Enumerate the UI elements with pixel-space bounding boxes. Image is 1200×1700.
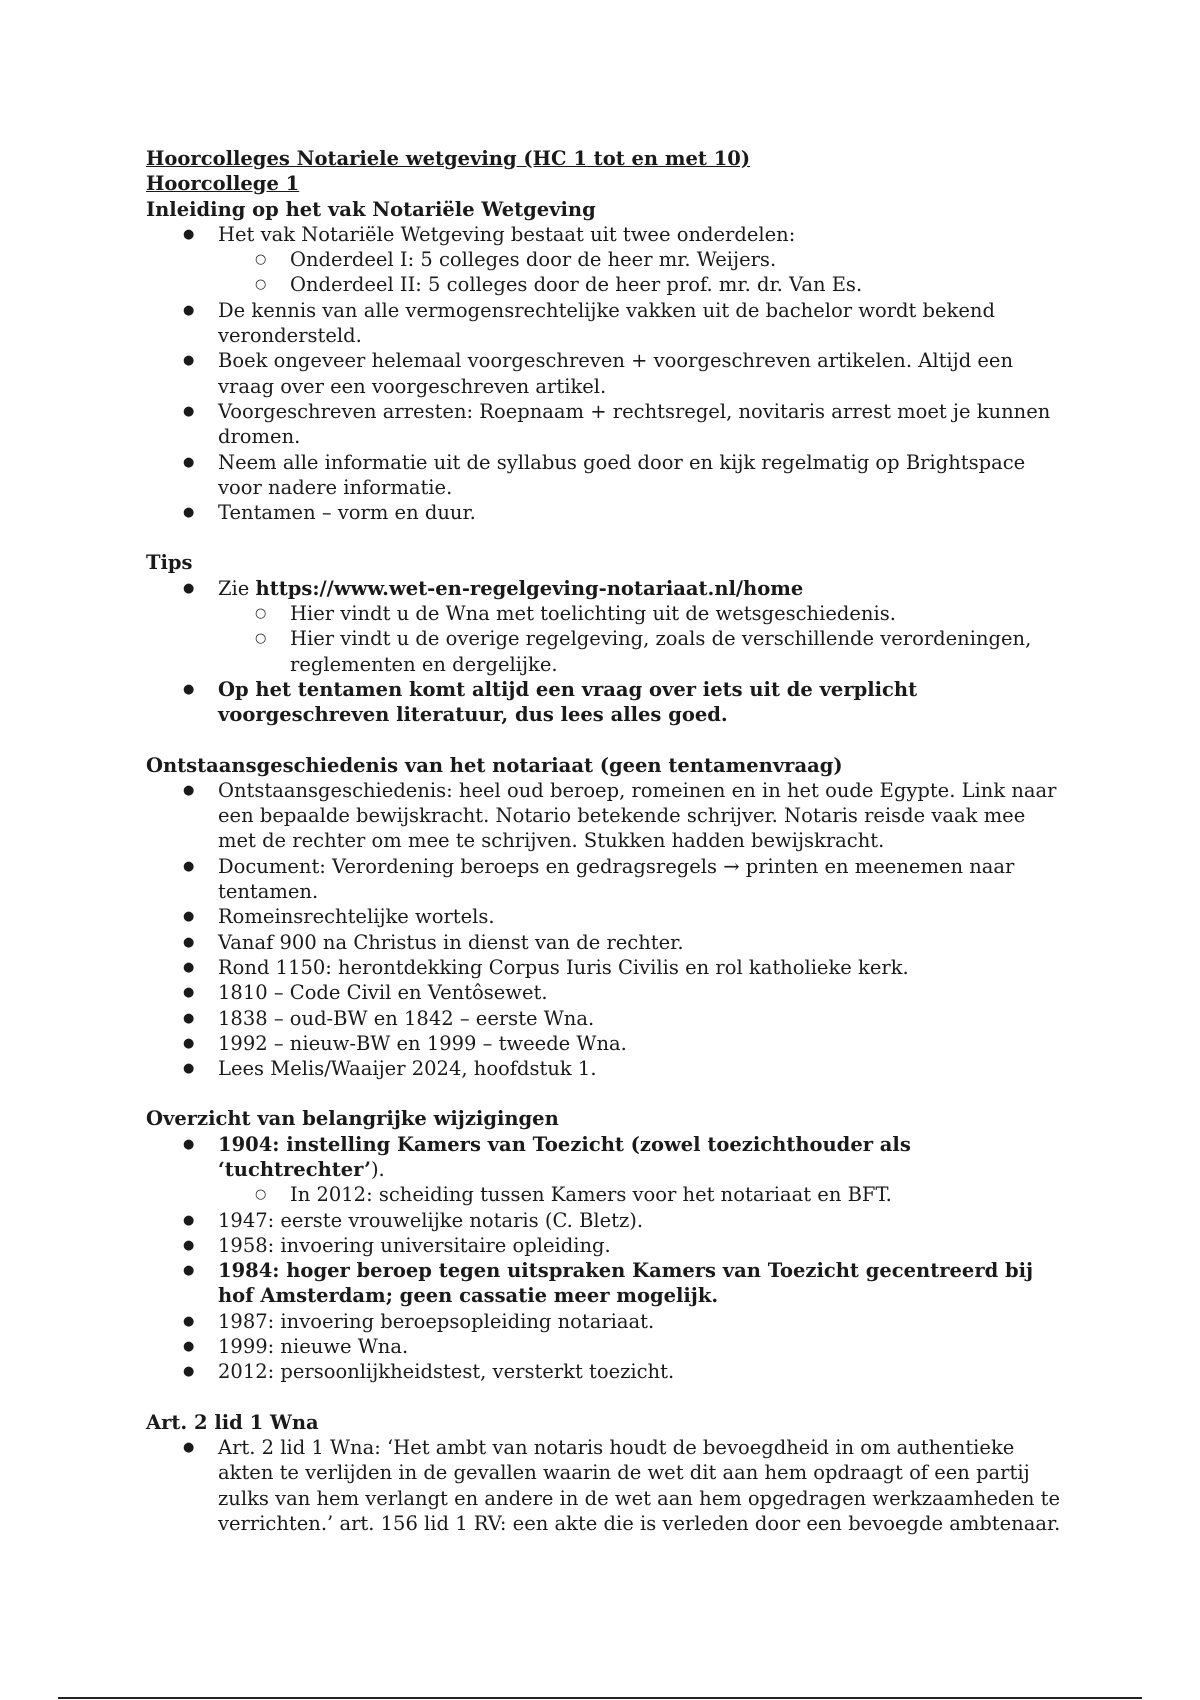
list-item: ● Voorgeschreven arresten: Roepnaam + rechtsregel, novitaris arrest moet je kunnen dromen.: [146, 399, 1066, 450]
list-item-text: Het vak Notariële Wetgeving bestaat uit twee onderdelen:: [218, 222, 796, 246]
list-item: ● 1992 – nieuw-BW en 1999 – tweede Wna.: [146, 1031, 1066, 1056]
list-item-emphasis: ● Op het tentamen komt altijd een vraag over iets uit de verplicht voorgeschreven literatuur, dus lees alles goed.: [146, 677, 1066, 728]
list-item: ● Rond 1150: herontdekking Corpus Iuris Civilis en rol katholieke kerk.: [146, 955, 1066, 980]
art2-list: [146, 1435, 1066, 1536]
list-item: ● 1987: invoering beroepsopleiding notariaat.: [146, 1309, 1066, 1334]
list-item: ● Romeinsrechtelijke wortels.: [146, 904, 1066, 929]
sub-list-item: ○ Onderdeel I: 5 colleges door de heer mr. Weijers.: [218, 247, 1066, 272]
zie-text: Zie: [218, 576, 256, 600]
changes-sublist: [218, 1182, 1066, 1207]
list-item: [146, 222, 1066, 298]
list-item: ● 1838 – oud-BW en 1842 – eerste Wna.: [146, 1006, 1066, 1031]
list-item: ● Boek ongeveer helemaal voorgeschreven + voorgeschreven artikelen. Altijd een vraag over een voorgeschreven artikel.: [146, 348, 1066, 399]
document-page: [146, 146, 1066, 1536]
history-list: [146, 778, 1066, 1082]
tips-list: [146, 576, 1066, 728]
list-item: ● 1999: nieuwe Wna.: [146, 1334, 1066, 1359]
lecture-title: Hoorcollege 1: [146, 172, 300, 196]
footer-divider: [58, 1697, 1142, 1699]
sub-list-item: ○ In 2012: scheiding tussen Kamers voor het notariaat en BFT.: [218, 1182, 1066, 1207]
list-item: ● Art. 2 lid 1 Wna: ‘Het ambt van notaris houdt de bevoegdheid in om authentieke akten te verlijden in de gevallen waarin de wet dit aan hem opdraagt of een partij zulks van hem verlangt en andere in de wet aan hem opgedragen werkzaamheden te verrichten.’ art. 156 lid 1 RV: een akte die is verleden door een bevoegde ambtenaar.: [146, 1435, 1066, 1536]
website-link[interactable]: https://www.wet-en-regelgeving-notariaat.nl/home: [255, 576, 804, 600]
list-item: ● Tentamen – vorm en duur.: [146, 500, 1066, 525]
section-heading-art2: Art. 2 lid 1 Wna: [146, 1410, 319, 1434]
document-title: Hoorcolleges Notariele wetgeving (HC 1 tot en met 10): [146, 147, 751, 170]
changes-list: [146, 1132, 1066, 1385]
list-item: ● Vanaf 900 na Christus in dienst van de rechter.: [146, 930, 1066, 955]
section-heading-intro: Inleiding op het vak Notariële Wetgeving: [146, 197, 596, 221]
sub-list-item: ○ Onderdeel II: 5 colleges door de heer prof. mr. dr. Van Es.: [218, 272, 1066, 297]
list-item: [146, 576, 1066, 677]
list-item-tail: ).: [370, 1157, 385, 1181]
section-heading-changes: Overzicht van belangrijke wijzigingen: [146, 1107, 559, 1131]
list-item: ● Ontstaansgeschiedenis: heel oud beroep, romeinen en in het oude Egypte. Link naar een bepaalde bewijskracht. Notario betekende schrijver. Notaris reisde vaak mee met de rechter om mee te schrijven. Stukken hadden bewijskracht.: [146, 778, 1066, 854]
intro-list: [146, 222, 1066, 526]
list-item-bold-text: 1904: instelling Kamers van Toezicht (zowel toezichthouder als ‘tuchtrechter’: [218, 1132, 911, 1181]
section-heading-tips: Tips: [146, 551, 193, 575]
section-heading-history: Ontstaansgeschiedenis van het notariaat (geen tentamenvraag): [146, 753, 843, 777]
list-item: ● 1958: invoering universitaire opleiding.: [146, 1233, 1066, 1258]
list-item: ● Lees Melis/Waaijer 2024, hoofdstuk 1.: [146, 1056, 1066, 1081]
intro-sublist: [218, 247, 1066, 298]
list-item: ● Neem alle informatie uit de syllabus goed door en kijk regelmatig op Brightspace voor nadere informatie.: [146, 450, 1066, 501]
list-item: ● 1947: eerste vrouwelijke notaris (C. Bletz).: [146, 1208, 1066, 1233]
sub-list-item: ○ Hier vindt u de overige regelgeving, zoals de verschillende verordeningen, reglementen en dergelijke.: [218, 626, 1066, 677]
list-item: ● 1810 – Code Civil en Ventôsewet.: [146, 980, 1066, 1005]
sub-list-item: ○ Hier vindt u de Wna met toelichting uit de wetsgeschiedenis.: [218, 601, 1066, 626]
list-item: ● De kennis van alle vermogensrechtelijke vakken uit de bachelor wordt bekend verondersteld.: [146, 298, 1066, 349]
tips-sublist: [218, 601, 1066, 677]
list-item: [146, 1132, 1066, 1208]
list-item-emphasis: ● 1984: hoger beroep tegen uitspraken Kamers van Toezicht gecentreerd bij hof Amsterdam; geen cassatie meer mogelijk.: [146, 1258, 1066, 1309]
list-item: ● 2012: persoonlijkheidstest, versterkt toezicht.: [146, 1359, 1066, 1384]
list-item: ● Document: Verordening beroeps en gedragsregels → printen en meenemen naar tentamen.: [146, 854, 1066, 905]
